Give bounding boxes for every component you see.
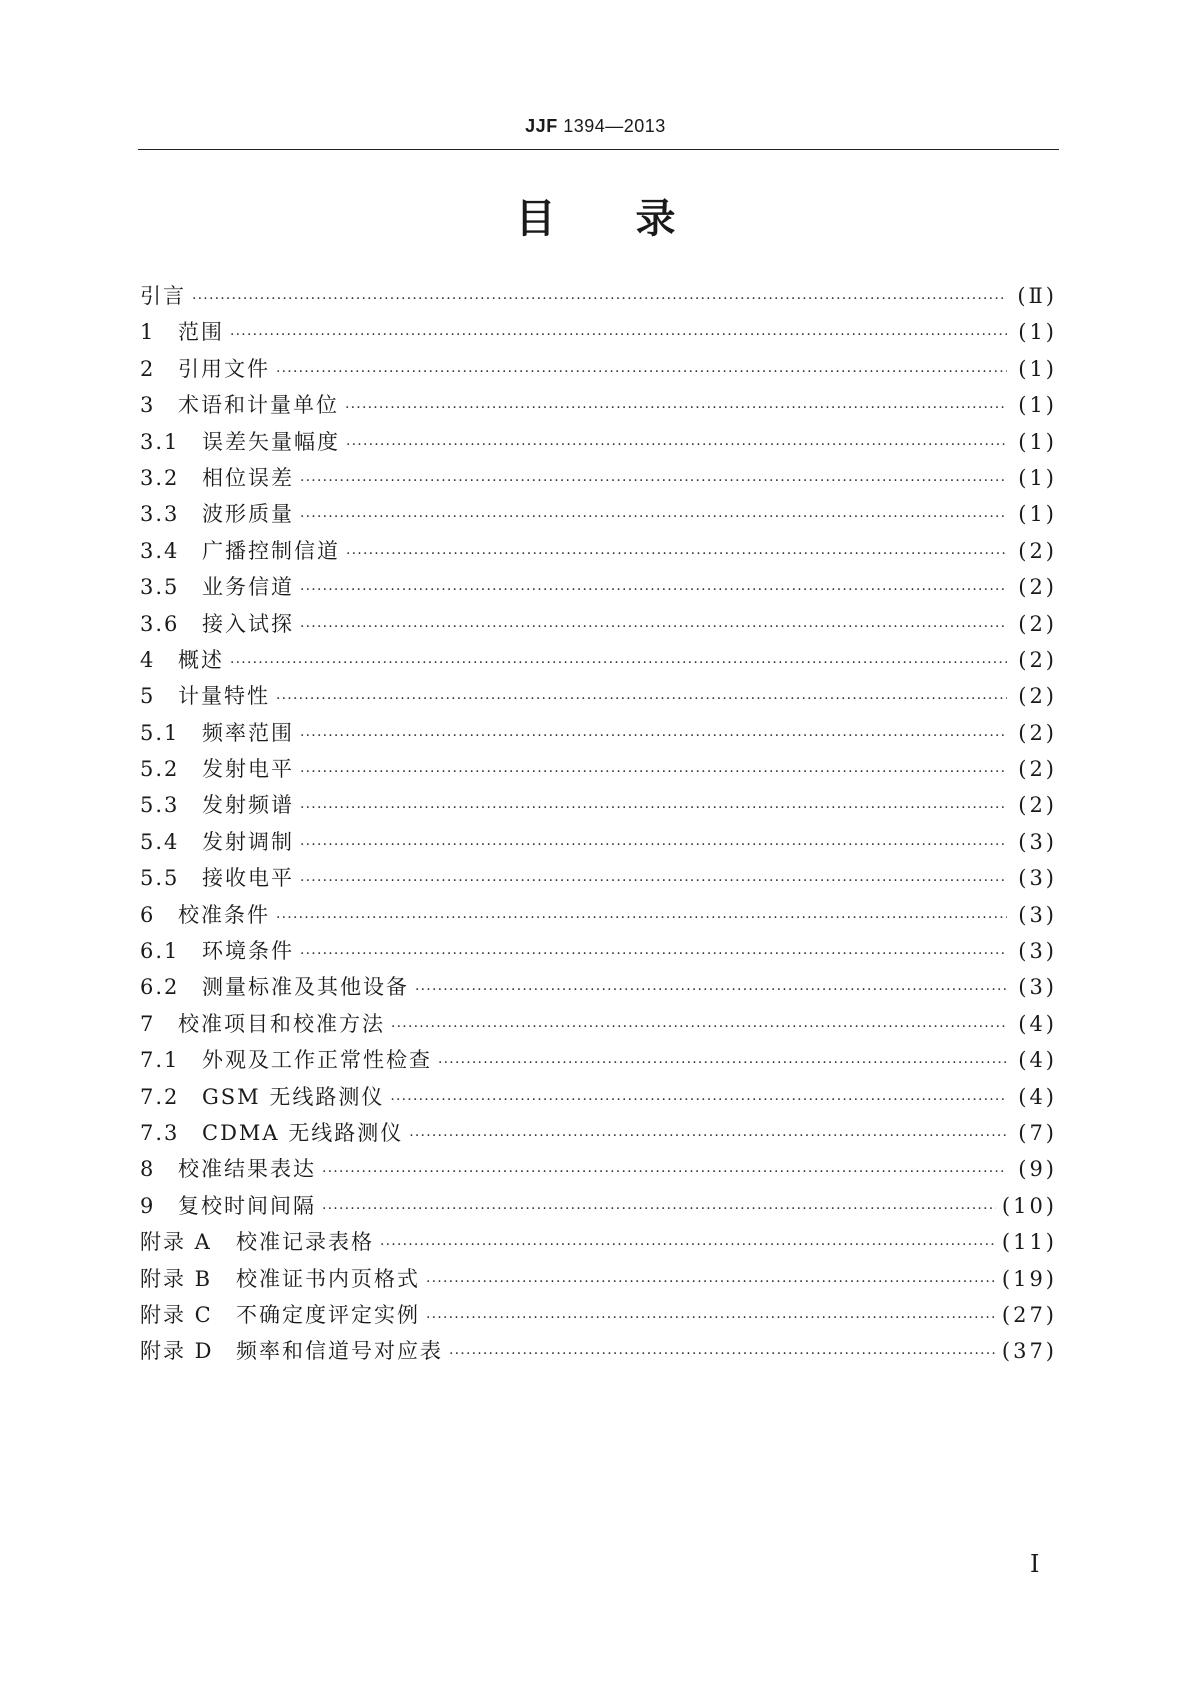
toc-entry[interactable] (140, 751, 1057, 787)
title-char-2: 录 (635, 196, 676, 242)
toc-entry-number: 3.1 (140, 429, 180, 454)
toc-entry-title: 发射电平 (202, 757, 294, 782)
toc-entry-number: 3.2 (140, 465, 180, 490)
toc-entry[interactable] (140, 278, 1057, 314)
toc-entry[interactable] (140, 424, 1057, 460)
toc-entry-number: 9 (140, 1193, 156, 1218)
toc-entry[interactable] (140, 897, 1057, 933)
toc-entry[interactable] (140, 969, 1057, 1005)
toc-leader-dots (276, 354, 1007, 390)
toc-entry-title: 发射调制 (202, 829, 294, 854)
page-title (0, 195, 1191, 243)
toc-entry[interactable] (140, 860, 1057, 896)
toc-leader-dots (276, 900, 1007, 936)
toc-entry-title: 环境条件 (202, 939, 294, 964)
toc-leader-dots (346, 427, 1007, 463)
header-code: 1394—2013 (563, 116, 666, 136)
toc-leader-dots (300, 463, 1007, 499)
toc-entry-number: 7 (140, 1011, 156, 1036)
toc-entry-title: 频率和信道号对应表 (236, 1339, 443, 1364)
toc-entry[interactable] (140, 824, 1057, 860)
toc-entry-title: 复校时间间隔 (178, 1193, 316, 1218)
toc-entry-title: 相位误差 (202, 465, 294, 490)
toc-entry-page: (3) (1018, 975, 1057, 1000)
header-prefix: JJF (525, 116, 558, 136)
toc-entry-page: (Ⅱ) (1017, 284, 1057, 308)
toc-leader-dots (300, 863, 1007, 899)
toc-entry-number: 5.1 (140, 720, 180, 745)
toc-leader-dots (322, 1191, 996, 1227)
toc-entry[interactable] (140, 1115, 1057, 1151)
toc-entry-number: 3.4 (140, 538, 180, 563)
toc-entry-page: (4) (1018, 1084, 1057, 1109)
toc-entry-title: 校准证书内页格式 (236, 1266, 420, 1291)
table-of-contents (140, 278, 1057, 1370)
toc-entry-number: 3 (140, 393, 156, 418)
toc-entry-page: (2) (1018, 538, 1057, 563)
toc-entry-title: 测量标准及其他设备 (202, 975, 409, 1000)
toc-entry-number: 8 (140, 1157, 156, 1182)
toc-entry[interactable] (140, 460, 1057, 496)
toc-entry-title: 误差矢量幅度 (202, 429, 340, 454)
toc-entry[interactable] (140, 387, 1057, 423)
toc-entry-number: 附录 A (140, 1230, 212, 1255)
toc-entry-title: GSM 无线路测仪 (202, 1084, 385, 1109)
toc-entry-title: 校准条件 (178, 902, 270, 927)
toc-entry-title: 外观及工作正常性检查 (202, 1048, 432, 1073)
toc-entry-title: 业务信道 (202, 575, 294, 600)
toc-entry-page: (1) (1018, 393, 1057, 418)
toc-entry-title: 校准项目和校准方法 (178, 1011, 385, 1036)
toc-entry-number: 6.2 (140, 975, 180, 1000)
toc-entry-title: 接收电平 (202, 866, 294, 891)
toc-entry-page: (19) (1001, 1266, 1057, 1291)
toc-entry[interactable] (140, 642, 1057, 678)
toc-entry[interactable] (140, 1042, 1057, 1078)
toc-entry[interactable] (140, 678, 1057, 714)
page-number: I (1030, 1550, 1040, 1578)
toc-entry[interactable] (140, 569, 1057, 605)
toc-leader-dots (409, 1118, 1007, 1154)
toc-entry-page: (2) (1018, 720, 1057, 745)
toc-entry-number: 5.5 (140, 866, 180, 891)
toc-entry-number: 附录 B (140, 1266, 213, 1291)
toc-entry-number: 7.2 (140, 1084, 180, 1109)
toc-entry[interactable] (140, 1333, 1057, 1369)
toc-leader-dots (449, 1336, 996, 1372)
toc-leader-dots (300, 754, 1007, 790)
document-header (0, 116, 1191, 137)
toc-entry-title: 广播控制信道 (202, 538, 340, 563)
toc-entry-title: 范围 (178, 320, 224, 345)
toc-entry-page: (3) (1018, 829, 1057, 854)
toc-entry-number: 6.1 (140, 939, 180, 964)
toc-entry-number: 5.4 (140, 829, 180, 854)
toc-entry[interactable] (140, 787, 1057, 823)
toc-entry[interactable] (140, 1006, 1057, 1042)
toc-entry[interactable] (140, 496, 1057, 532)
toc-entry[interactable] (140, 1261, 1057, 1297)
toc-entry[interactable] (140, 1079, 1057, 1115)
toc-entry-page: (1) (1018, 429, 1057, 454)
toc-entry-title: 发射频谱 (202, 793, 294, 818)
toc-leader-dots (300, 609, 1007, 645)
toc-leader-dots (276, 681, 1007, 717)
toc-leader-dots (390, 1082, 1007, 1118)
toc-entry-number: 3.5 (140, 575, 180, 600)
toc-entry-title: 引用文件 (178, 356, 270, 381)
toc-leader-dots (426, 1300, 996, 1336)
toc-entry-page: (1) (1018, 356, 1057, 381)
toc-leader-dots (192, 281, 1007, 317)
toc-entry[interactable] (140, 1297, 1057, 1333)
toc-entry-title: CDMA 无线路测仪 (202, 1120, 404, 1145)
toc-entry-number: 3.6 (140, 611, 180, 636)
toc-entry-title: 频率范围 (202, 720, 294, 745)
header-divider (138, 149, 1059, 150)
toc-leader-dots (438, 1045, 1007, 1081)
toc-entry-number: 7.3 (140, 1120, 180, 1145)
title-char-1: 目 (515, 196, 556, 242)
toc-leader-dots (300, 790, 1007, 826)
toc-entry-number: 5.3 (140, 793, 180, 818)
toc-entry-number: 4 (140, 647, 156, 672)
toc-entry-page: (9) (1018, 1157, 1057, 1182)
toc-entry-title: 校准记录表格 (236, 1230, 374, 1255)
toc-leader-dots (300, 936, 1007, 972)
toc-leader-dots (346, 536, 1007, 572)
toc-entry-title: 引言 (140, 284, 186, 308)
toc-entry-number: 1 (140, 320, 156, 345)
toc-entry-title: 术语和计量单位 (178, 393, 339, 418)
toc-entry[interactable] (140, 351, 1057, 387)
toc-entry-page: (3) (1018, 939, 1057, 964)
toc-entry-page: (1) (1018, 465, 1057, 490)
toc-entry-number: 附录 C (140, 1302, 213, 1327)
toc-leader-dots (345, 390, 1007, 426)
toc-entry-title: 不确定度评定实例 (236, 1302, 420, 1327)
toc-leader-dots (391, 1009, 1007, 1045)
toc-entry-page: (2) (1018, 611, 1057, 636)
toc-entry[interactable] (140, 533, 1057, 569)
toc-entry-page: (4) (1018, 1048, 1057, 1073)
toc-entry-number: 6 (140, 902, 156, 927)
toc-entry-number: 3.3 (140, 502, 180, 527)
toc-entry[interactable] (140, 933, 1057, 969)
toc-entry[interactable] (140, 1188, 1057, 1224)
toc-leader-dots (380, 1227, 996, 1263)
toc-leader-dots (415, 972, 1007, 1008)
toc-entry[interactable] (140, 1224, 1057, 1260)
toc-leader-dots (230, 645, 1007, 681)
toc-entry-number: 2 (140, 356, 156, 381)
toc-entry-page: (1) (1018, 502, 1057, 527)
toc-leader-dots (426, 1264, 996, 1300)
toc-leader-dots (300, 499, 1007, 535)
toc-entry-title: 计量特性 (178, 684, 270, 709)
toc-leader-dots (230, 317, 1007, 353)
toc-entry-title: 波形质量 (202, 502, 294, 527)
toc-entry-page: (1) (1018, 320, 1057, 345)
toc-entry-page: (2) (1018, 684, 1057, 709)
toc-entry-number: 5.2 (140, 757, 180, 782)
toc-entry[interactable] (140, 314, 1057, 350)
toc-entry-page: (2) (1018, 757, 1057, 782)
toc-entry-page: (7) (1018, 1120, 1057, 1145)
toc-entry-page: (3) (1018, 866, 1057, 891)
toc-entry-number: 5 (140, 684, 156, 709)
toc-entry[interactable] (140, 715, 1057, 751)
toc-entry-page: (37) (1001, 1339, 1057, 1364)
toc-entry-page: (10) (1001, 1193, 1057, 1218)
toc-entry-page: (2) (1018, 647, 1057, 672)
toc-entry-page: (27) (1001, 1302, 1057, 1327)
toc-leader-dots (322, 1154, 1007, 1190)
toc-entry-title: 概述 (178, 647, 224, 672)
toc-entry-page: (4) (1018, 1011, 1057, 1036)
toc-entry-page: (2) (1018, 575, 1057, 600)
toc-entry[interactable] (140, 1151, 1057, 1187)
toc-entry-number: 附录 D (140, 1339, 214, 1364)
toc-entry-page: (11) (1001, 1230, 1057, 1255)
toc-entry[interactable] (140, 606, 1057, 642)
toc-leader-dots (300, 572, 1007, 608)
toc-entry-title: 校准结果表达 (178, 1157, 316, 1182)
toc-leader-dots (300, 718, 1007, 754)
toc-leader-dots (300, 827, 1007, 863)
toc-entry-title: 接入试探 (202, 611, 294, 636)
toc-entry-page: (3) (1018, 902, 1057, 927)
toc-entry-number: 7.1 (140, 1048, 180, 1073)
toc-entry-page: (2) (1018, 793, 1057, 818)
